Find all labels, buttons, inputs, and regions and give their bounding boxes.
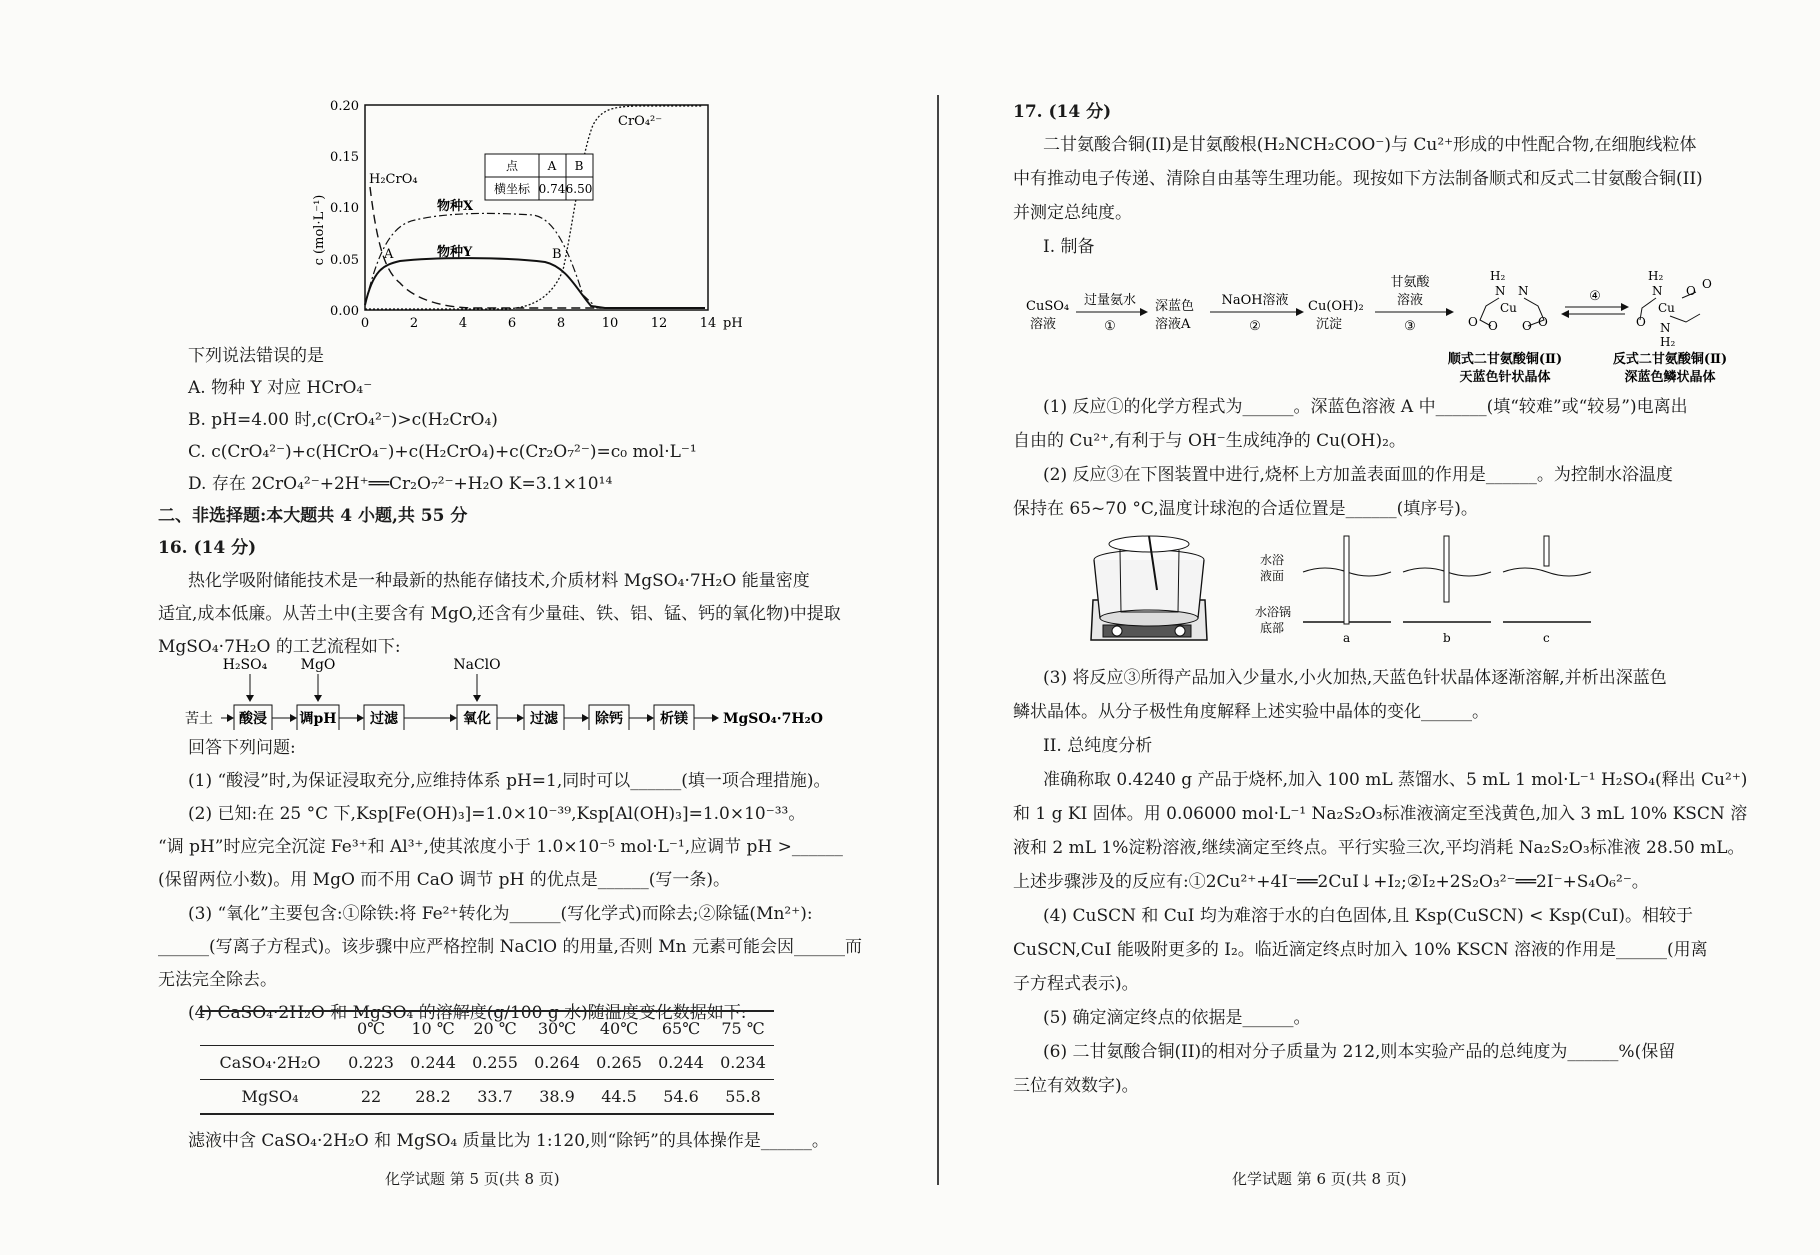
y-tick-label: 0.05	[330, 253, 359, 268]
x-tick-label: 0	[360, 316, 370, 331]
q17-intro: 中有推动电子传递、清除自由基等生理功能。现按如下方法制备顺式和反式二甘氨酸合铜(II)	[1013, 169, 1703, 189]
cis-structure	[1468, 269, 1548, 333]
scheme-step-num: ①	[1104, 319, 1116, 334]
label-water-surface: 液面	[1260, 569, 1285, 583]
inset-value: 0.74	[538, 182, 566, 196]
hot-plate-beaker	[1091, 536, 1207, 640]
flow-step: 酸浸	[239, 711, 267, 727]
q16-sub4-question: 滤液中含 CaSO₄·2H₂O 和 MgSO₄ 质量比为 1:120,则“除钙”的具体操作是______。	[188, 1131, 829, 1151]
scheme-step-num: ④	[1589, 289, 1601, 304]
q17-analysis: 液和 2 mL 1%淀粉溶液,继续滴定至终点。平行实验三次,平均消耗 Na₂S₂O₃标准液 28.50 mL。	[1013, 838, 1745, 858]
scheme-condition: 过量氨水	[1083, 293, 1137, 308]
q15-option-b: B. pH=4.00 时,c(CrO₄²⁻)>c(H₂CrO₄)	[188, 410, 498, 430]
flow-step: 调pH	[299, 711, 337, 727]
table-header: 10 ℃	[411, 1019, 455, 1038]
x-tick-label: 10	[601, 316, 619, 331]
x-axis	[361, 316, 743, 331]
label-bath-bottom: 底部	[1260, 621, 1285, 635]
svg-text:Cu: Cu	[1500, 301, 1517, 315]
trans-structure	[1636, 269, 1712, 349]
inset-header: 点	[505, 159, 519, 173]
y-tick-label: 0.15	[330, 150, 359, 165]
scheme-reagent: CuSO₄	[1026, 299, 1070, 314]
q16-sub4: (4) CaSO₄·2H₂O 和 MgSO₄ 的溶解度(g/100 g 水)随温度变化数据如下:	[188, 1003, 747, 1023]
inset-header: B	[574, 159, 584, 173]
table-cell: 0.244	[410, 1053, 456, 1072]
page-footer: 化学试题 第 5 页(共 8 页)	[385, 1170, 560, 1188]
curve-species-y	[365, 258, 705, 308]
x-tick-label: 2	[409, 316, 419, 331]
q16-sub3: ______(写离子方程式)。该步骤中应严格控制 NaClO 的用量,否则 Mn 元素可能会因______而	[158, 937, 863, 957]
label-cro4: CrO₄²⁻	[618, 114, 663, 129]
inset-row-label: 横坐标	[493, 182, 531, 196]
flow-input: MgO	[300, 657, 336, 673]
label-point-b: B	[552, 247, 562, 262]
table-header: 40℃	[599, 1019, 639, 1038]
table-cell: 44.5	[601, 1087, 637, 1106]
q17-sub4: CuSCN,CuI 能吸附更多的 I₂。临近滴定终点时加入 10% KSCN 溶液的作用是______(用离	[1013, 940, 1708, 960]
q17-sub3: 鳞状晶体。从分子极性角度解释上述实验中晶体的变化______。	[1013, 702, 1489, 722]
scheme-step-num: ②	[1249, 319, 1261, 334]
page-footer: 化学试题 第 6 页(共 8 页)	[1232, 1170, 1407, 1188]
table-header: 30℃	[537, 1019, 577, 1038]
option-c: c	[1543, 631, 1550, 645]
y-tick-label: 0.00	[330, 304, 359, 319]
scheme-intermediate: 溶液A	[1155, 317, 1191, 332]
inset-value: 6.50	[565, 182, 593, 196]
table-header: 65℃	[661, 1019, 701, 1038]
scheme-intermediate: Cu(OH)₂	[1308, 299, 1364, 314]
table-cell: 28.2	[415, 1087, 451, 1106]
q17-intro: 二甘氨酸合铜(II)是甘氨酸根(H₂NCH₂COO⁻)与 Cu²⁺形成的中性配合物,在细胞线粒体	[1043, 135, 1697, 155]
q16-intro: MgSO₄·7H₂O 的工艺流程如下:	[158, 637, 401, 657]
synthesis-scheme	[1010, 260, 1730, 390]
x-tick-label: 14	[699, 316, 717, 331]
table-cell: 0.223	[348, 1053, 394, 1072]
table-cell: 0.255	[472, 1053, 518, 1072]
table-header	[200, 1011, 340, 1046]
cis-desc: 天蓝色针状晶体	[1459, 370, 1551, 385]
table-row	[200, 1046, 774, 1080]
table-cell: CaSO₄·2H₂O	[219, 1053, 321, 1072]
y-tick-label: 0.10	[330, 201, 359, 216]
flow-step: 氧化	[463, 711, 491, 727]
svg-text:Cu: Cu	[1658, 301, 1675, 315]
svg-text:O: O	[1488, 319, 1498, 333]
svg-text:N: N	[1495, 284, 1506, 298]
label-species-y: 物种Y	[437, 245, 473, 260]
q17-analysis: 和 1 g KI 固体。用 0.06000 mol·L⁻¹ Na₂S₂O₃标准液滴定至浅黄色,加入 3 mL 10% KSCN 溶	[1013, 804, 1748, 824]
table-cell: 0.264	[534, 1053, 580, 1072]
table-cell: MgSO₄	[241, 1087, 299, 1106]
svg-text:O: O	[1702, 277, 1712, 291]
x-tick-label: 6	[507, 316, 517, 331]
q16-sub2: “调 pH”时应完全沉淀 Fe³⁺和 Al³⁺,使其浓度小于 1.0×10⁻⁵ mol·L⁻¹,应调节 pH >______	[158, 837, 843, 857]
x-axis-unit: pH	[723, 316, 743, 331]
label-h2cro4: H₂CrO₄	[369, 172, 418, 187]
svg-text:N: N	[1660, 321, 1671, 335]
q16-sub3: 无法完全除去。	[158, 970, 277, 990]
table-row	[200, 1080, 774, 1115]
scheme-step-num: ③	[1404, 319, 1416, 334]
trans-name: 反式二甘氨酸铜(Ⅱ)	[1612, 352, 1728, 367]
scheme-condition: NaOH溶液	[1221, 293, 1289, 308]
svg-text:O: O	[1538, 315, 1548, 329]
q16-title: 16. (14 分)	[158, 538, 257, 558]
flow-step: 过滤	[530, 711, 558, 727]
x-tick-label: 4	[458, 316, 468, 331]
q17-title: 17. (14 分)	[1013, 102, 1112, 122]
svg-text:O: O	[1636, 315, 1646, 329]
x-tick-label: 12	[650, 316, 668, 331]
curve-h2cro4	[370, 187, 625, 308]
flow-input: NaClO	[453, 657, 501, 673]
trans-desc: 深蓝色鳞状晶体	[1624, 370, 1716, 385]
q15-option-c: C. c(CrO₄²⁻)+c(HCrO₄⁻)+c(H₂CrO₄)+c(Cr₂O₇²⁻)=c₀ mol·L⁻¹	[188, 442, 697, 462]
label-point-a: A	[384, 247, 394, 262]
inset-table	[485, 154, 593, 200]
q15-stem: 下列说法错误的是	[188, 346, 324, 366]
svg-text:N: N	[1652, 284, 1663, 298]
table-header: 0℃	[356, 1019, 386, 1038]
table-cell: 54.6	[663, 1087, 699, 1106]
q17-sub1: 自由的 Cu²⁺,有利于与 OH⁻生成纯净的 Cu(OH)₂。	[1013, 431, 1406, 451]
svg-text:N: N	[1518, 284, 1529, 298]
q16-sub1: (1) “酸浸”时,为保证浸取充分,应维持体系 pH=1,同时可以______(填一项合理措施)。	[188, 771, 831, 791]
svg-text:O: O	[1522, 319, 1532, 333]
q17-sub6: 三位有效数字)。	[1013, 1076, 1139, 1096]
scheme-condition: 溶液	[1396, 293, 1424, 308]
flow-step: 析镁	[660, 711, 688, 727]
table-cell: 0.244	[658, 1053, 704, 1072]
q17-sub6: (6) 二甘氨酸合铜(II)的相对分子质量为 212,则本实验产品的总纯度为______%(保留	[1043, 1042, 1676, 1062]
flow-step: 除钙	[595, 711, 623, 727]
q16-intro: 适宜,成本低廉。从苦土中(主要含有 MgO,还含有少量硅、铁、铝、锰、钙的氧化物)中提取	[158, 604, 841, 624]
label-species-x: 物种X	[437, 199, 474, 214]
q16-sub2: (2) 已知:在 25 °C 下,Ksp[Fe(OH)₃]=1.0×10⁻³⁹,Ksp[Al(OH)₃]=1.0×10⁻³³。	[188, 804, 806, 824]
table-cell: 0.234	[720, 1053, 766, 1072]
speciation-chart	[305, 95, 745, 350]
inset-header: A	[547, 159, 557, 173]
table-cell: 55.8	[725, 1087, 761, 1106]
q17-intro: 并测定总纯度。	[1013, 203, 1132, 223]
q17-sub2: (2) 反应③在下图装置中进行,烧杯上方加盖表面皿的作用是______。为控制水浴温度	[1043, 465, 1673, 485]
q17-sub4: 子方程式表示)。	[1013, 974, 1139, 994]
flow-input: H₂SO₄	[222, 657, 268, 673]
q16-sub2: (保留两位小数)。用 MgO 而不用 CaO 调节 pH 的优点是______(写一条)。	[158, 870, 730, 890]
q15-option-a: A. 物种 Y 对应 HCrO₄⁻	[188, 378, 373, 398]
right-page	[910, 0, 1820, 1255]
table-header: 75 ℃	[721, 1019, 765, 1038]
svg-text:H₂: H₂	[1490, 269, 1506, 283]
option-a: a	[1343, 631, 1351, 645]
scheme-condition: 甘氨酸	[1390, 275, 1430, 290]
table-header: 20 ℃	[473, 1019, 517, 1038]
svg-text:O: O	[1468, 315, 1478, 329]
solubility-table	[200, 1010, 774, 1115]
option-b: b	[1443, 631, 1451, 645]
curve-cro4	[365, 106, 703, 309]
svg-text:H₂: H₂	[1660, 335, 1676, 349]
y-axis-label: c (mol·L⁻¹)	[312, 194, 327, 266]
section-heading: 二、非选择题:本大题共 4 小题,共 55 分	[158, 506, 468, 526]
q16-answer-lead: 回答下列问题:	[188, 738, 296, 758]
q17-sub4: (4) CuSCN 和 CuI 均为难溶于水的白色固体,且 Ksp(CuSCN) < Ksp(CuI)。相较于	[1043, 906, 1694, 926]
flow-end: MgSO₄·7H₂O	[723, 711, 823, 727]
cis-name: 顺式二甘氨酸铜(Ⅱ)	[1447, 352, 1563, 367]
flow-start: 苦土	[185, 711, 213, 727]
q17-sub3: (3) 将反应③所得产品加入少量水,小火加热,天蓝色针状晶体逐渐溶解,并析出深蓝色	[1043, 668, 1667, 688]
table-cell: 0.265	[596, 1053, 642, 1072]
svg-text:H₂: H₂	[1648, 269, 1664, 283]
q17-analysis: 准确称取 0.4240 g 产品于烧杯,加入 100 mL 蒸馏水、5 mL 1 mol·L⁻¹ H₂SO₄(释出 Cu²⁺)	[1043, 770, 1748, 790]
scheme-intermediate: 沉淀	[1316, 317, 1343, 332]
scheme-reagent: 溶液	[1030, 317, 1057, 332]
label-water-surface: 水浴	[1260, 553, 1285, 567]
q17-sub2: 保持在 65~70 °C,温度计球泡的合适位置是______(填序号)。	[1013, 499, 1478, 519]
q16-intro: 热化学吸附储能技术是一种最新的热能存储技术,介质材料 MgSO₄·7H₂O 能量密度	[188, 571, 810, 591]
svg-text:O: O	[1686, 284, 1696, 298]
q15-option-d: D. 存在 2CrO₄²⁻+2H⁺══Cr₂O₇²⁻+H₂O K=3.1×10¹⁴	[188, 474, 613, 494]
q17-part1: I. 制备	[1043, 237, 1095, 257]
apparatus-figure	[1085, 530, 1725, 655]
table-cell: 22	[360, 1087, 382, 1106]
q17-part2: II. 总纯度分析	[1043, 736, 1153, 756]
label-bath-bottom: 水浴锅	[1255, 605, 1292, 619]
scheme-intermediate: 深蓝色	[1155, 299, 1195, 314]
q17-sub5: (5) 确定滴定终点的依据是______。	[1043, 1008, 1311, 1028]
table-cell: 38.9	[539, 1087, 575, 1106]
q17-analysis: 上述步骤涉及的反应有:①2Cu²⁺+4I⁻══2CuI↓+I₂;②I₂+2S₂O₃²⁻══2I⁻+S₄O₆²⁻。	[1013, 872, 1649, 892]
q16-sub3: (3) “氧化”主要包含:①除铁:将 Fe²⁺转化为______(写化学式)而除去;②除锰(Mn²⁺):	[188, 904, 813, 924]
y-axis	[312, 99, 359, 319]
y-tick-label: 0.20	[330, 99, 359, 114]
chart-frame	[365, 105, 708, 310]
x-tick-label: 8	[556, 316, 566, 331]
table-cell: 33.7	[477, 1087, 513, 1106]
q17-sub1: (1) 反应①的化学方程式为______。深蓝色溶液 A 中______(填“较难”或“较易”)电离出	[1043, 397, 1688, 417]
process-flow-chart	[185, 655, 845, 730]
flow-step: 过滤	[370, 711, 398, 727]
